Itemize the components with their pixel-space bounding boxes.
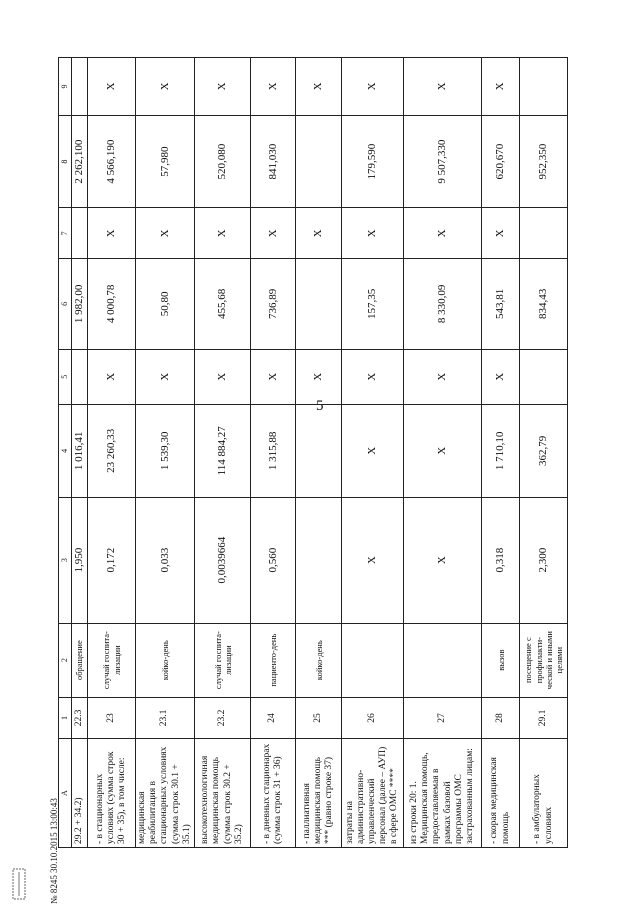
row-label-cell: - скорая медицинская помощь	[482, 739, 520, 848]
table-cell	[72, 58, 88, 116]
table-cell: X	[404, 58, 482, 116]
table-cell: 179,590	[342, 115, 404, 208]
table-cell: вызов	[482, 623, 520, 697]
header-cell: 6	[59, 259, 72, 349]
row-label-cell: затраты на административно-управленческий персонал (далее – АУП) в сфере ОМС ****	[342, 739, 404, 848]
table-cell: 0,318	[482, 497, 520, 623]
header-cell: А	[59, 739, 72, 848]
table-cell: 736,89	[251, 259, 296, 349]
table-cell: 362,79	[520, 405, 568, 498]
table-cell: 4 566,190	[88, 115, 136, 208]
table-cell: 9 507,330	[404, 115, 482, 208]
registration-stamp-text: № 8245 30.10.2015 13:00:43	[49, 798, 59, 904]
header-cell: 7	[59, 208, 72, 259]
table-row	[404, 58, 482, 848]
table-cell: пациенто-день	[251, 623, 296, 697]
rotated-table-wrapper	[58, 57, 610, 848]
table-cell: X	[404, 497, 482, 623]
header-cell: 5	[59, 349, 72, 405]
table-cell: 543,81	[482, 259, 520, 349]
table-cell: X	[296, 349, 342, 405]
table-cell	[72, 208, 88, 259]
table-cell: 157,35	[342, 259, 404, 349]
table-cell: X	[136, 349, 195, 405]
table-cell: 1 315,88	[251, 405, 296, 498]
table-cell: X	[342, 208, 404, 259]
table-header-row	[59, 58, 72, 848]
table-cell: 455,68	[195, 259, 251, 349]
seal-icon	[10, 866, 28, 902]
table-cell	[72, 349, 88, 405]
header-cell: 8	[59, 115, 72, 208]
row-label-cell: медицинская реабилитация в стационарных условиях (сумма строк 30.1 + 35.1)	[136, 739, 195, 848]
table-row	[195, 58, 251, 848]
table-cell: X	[482, 349, 520, 405]
table-cell	[520, 58, 568, 116]
table-cell	[296, 259, 342, 349]
table-cell	[296, 115, 342, 208]
table-cell: 1 982,00	[72, 259, 88, 349]
table-cell: 1 710,10	[482, 405, 520, 498]
header-cell: 3	[59, 497, 72, 623]
table-cell: 23 260,33	[88, 405, 136, 498]
row-label-cell: высокотехнологичная медицинская помощь (сумма строк 30.2 + 35.2)	[195, 739, 251, 848]
table-cell: 1 016,41	[72, 405, 88, 498]
table-row	[88, 58, 136, 848]
table-cell: X	[342, 497, 404, 623]
table-cell: 57,980	[136, 115, 195, 208]
table-cell: 23.2	[195, 697, 251, 739]
table-cell: X	[88, 58, 136, 116]
table-cell	[296, 497, 342, 623]
table-row	[520, 58, 568, 848]
table-cell: койко-день	[136, 623, 195, 697]
table-cell: X	[482, 58, 520, 116]
table-cell: X	[251, 208, 296, 259]
table-cell: 25	[296, 697, 342, 739]
table-cell: 834,43	[520, 259, 568, 349]
header-cell: 9	[59, 58, 72, 116]
table-cell: 26	[342, 697, 404, 739]
data-table	[58, 57, 568, 848]
table-cell: X	[342, 58, 404, 116]
table-cell	[296, 405, 342, 498]
table-cell: 23.1	[136, 697, 195, 739]
table-cell: X	[482, 208, 520, 259]
table-cell: 0,560	[251, 497, 296, 623]
table-cell	[520, 208, 568, 259]
table-cell: 28	[482, 697, 520, 739]
table-cell: X	[404, 208, 482, 259]
table-cell: 29.1	[520, 697, 568, 739]
table-cell: X	[88, 208, 136, 259]
table-cell: 2,300	[520, 497, 568, 623]
table-cell: 4 000,78	[88, 259, 136, 349]
table-cell: X	[136, 58, 195, 116]
table-cell: X	[342, 349, 404, 405]
table-cell: случай госпита-лизации	[88, 623, 136, 697]
table-cell: 841,030	[251, 115, 296, 208]
header-cell: 4	[59, 405, 72, 498]
table-cell	[342, 623, 404, 697]
table-cell: X	[342, 405, 404, 498]
row-label-cell: 29.2 + 34.2)	[72, 739, 88, 848]
table-cell: 24	[251, 697, 296, 739]
table-row	[342, 58, 404, 848]
table-cell: 114 884,27	[195, 405, 251, 498]
table-cell: X	[195, 349, 251, 405]
row-label-cell: - в стационарных условиях (сумма строк 30 + 35), в том числе:	[88, 739, 136, 848]
table-row	[482, 58, 520, 848]
table-cell: 952,350	[520, 115, 568, 208]
table-cell: 27	[404, 697, 482, 739]
table-cell: 520,080	[195, 115, 251, 208]
page-number: 5	[316, 398, 324, 414]
table-cell: X	[251, 58, 296, 116]
table-cell: 620,670	[482, 115, 520, 208]
table-cell: 22.3	[72, 697, 88, 739]
row-label-cell: - паллиативная медицинская помощь *** (равно строке 37)	[296, 739, 342, 848]
header-cell: 2	[59, 623, 72, 697]
row-label-cell: - в дневных стационарах (сумма строк 31 + 36)	[251, 739, 296, 848]
table-cell: 2 262,100	[72, 115, 88, 208]
table-row	[136, 58, 195, 848]
table-cell: 23	[88, 697, 136, 739]
table-cell: X	[404, 349, 482, 405]
row-label-cell: - в амбулаторных условиях	[520, 739, 568, 848]
table-row	[251, 58, 296, 848]
table-cell: X	[404, 405, 482, 498]
table-cell: 0,172	[88, 497, 136, 623]
table-cell: 0,0039664	[195, 497, 251, 623]
table-cell	[520, 349, 568, 405]
row-label-cell: из строки 20: 1. Медицинская помощь, предоставляемая в рамках базовой программы ОМС застрахованным лицам:	[404, 739, 482, 848]
table-cell: обращение	[72, 623, 88, 697]
table-row	[72, 58, 88, 848]
table-cell: X	[296, 58, 342, 116]
table-cell: X	[195, 208, 251, 259]
header-cell: 1	[59, 697, 72, 739]
table-cell: X	[296, 208, 342, 259]
table-cell: 8 330,09	[404, 259, 482, 349]
table-cell	[404, 623, 482, 697]
table-cell: койко-день	[296, 623, 342, 697]
footer	[49, 798, 59, 904]
table-cell: X	[195, 58, 251, 116]
table-cell: 0,033	[136, 497, 195, 623]
table-cell: X	[136, 208, 195, 259]
table-body	[72, 58, 568, 848]
table-row	[296, 58, 342, 848]
table-cell: X	[251, 349, 296, 405]
table-cell: 1,950	[72, 497, 88, 623]
table-cell: случай госпита-лизации	[195, 623, 251, 697]
table-cell: 50,80	[136, 259, 195, 349]
table-cell: 1 539,30	[136, 405, 195, 498]
table-cell: посещение с профилакти-ческой и иными целями	[520, 623, 568, 697]
table-cell: X	[88, 349, 136, 405]
